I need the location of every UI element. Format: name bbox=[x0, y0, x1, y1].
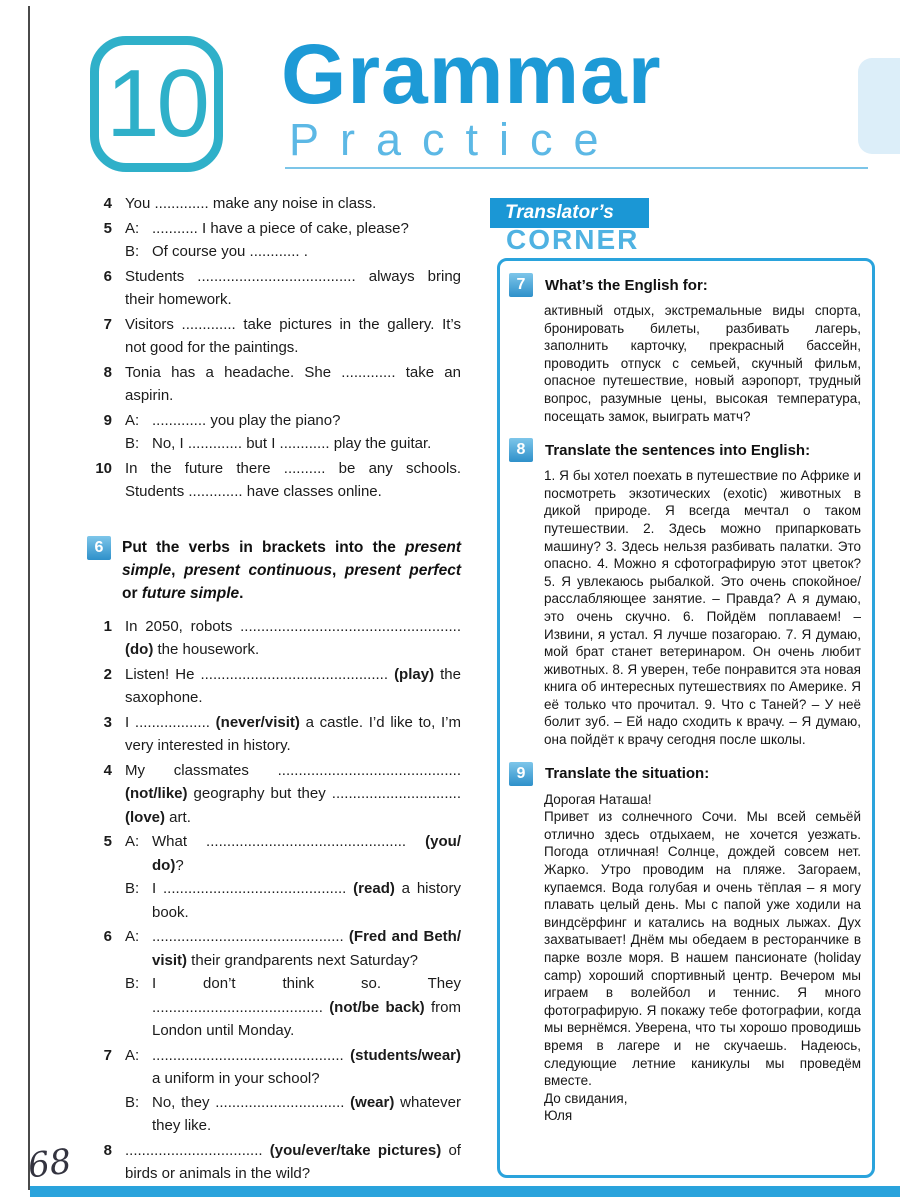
item-body bbox=[125, 361, 461, 408]
left-column bbox=[95, 192, 461, 1187]
exercise6-items bbox=[95, 615, 461, 1186]
exercise-item bbox=[95, 830, 461, 924]
exercise-number-badge: 6 bbox=[87, 536, 111, 560]
item-line bbox=[125, 192, 461, 216]
exercise-heading-row bbox=[509, 762, 861, 786]
item-text bbox=[152, 217, 461, 241]
item-line bbox=[125, 877, 461, 924]
exercise6-instruction bbox=[122, 536, 461, 605]
text-segment: from London until Monday. bbox=[152, 998, 462, 1039]
text-segment: of birds or animals in the wild? bbox=[125, 1141, 461, 1182]
exercise-item bbox=[95, 313, 461, 360]
exercise-item bbox=[95, 1044, 461, 1138]
item-line bbox=[125, 432, 461, 456]
text-segment: .............................................. bbox=[152, 1046, 351, 1064]
text-segment: (never/visit) bbox=[215, 713, 300, 731]
item-number: 4 bbox=[103, 195, 112, 212]
item-body bbox=[125, 663, 461, 710]
speaker-label: A: bbox=[125, 833, 140, 850]
item-text bbox=[125, 192, 461, 216]
item-body bbox=[125, 711, 461, 758]
text-segment: (you/ do) bbox=[152, 833, 461, 874]
text-segment: , bbox=[331, 561, 345, 579]
speaker-label: B: bbox=[125, 1093, 140, 1111]
unit-number-badge bbox=[90, 36, 223, 172]
corner-exercise-8 bbox=[509, 438, 861, 749]
text-segment: their grandparents next Saturday? bbox=[187, 951, 418, 969]
text-segment: .............................................. bbox=[152, 928, 349, 945]
item-line bbox=[125, 457, 461, 504]
item-number: 4 bbox=[103, 761, 112, 779]
text-segment: (read) bbox=[353, 880, 395, 897]
text-segment: No, I ............. but I ............ play the guitar. bbox=[152, 435, 432, 452]
speaker-label: B: bbox=[125, 975, 140, 992]
item-number: 8 bbox=[103, 363, 112, 381]
text-segment: I ............................................ bbox=[152, 880, 354, 897]
text-segment: a castle. I’d like to, I’m very interested in history. bbox=[125, 713, 461, 754]
item-text bbox=[125, 759, 461, 830]
speaker-label: B: bbox=[125, 435, 140, 452]
text-segment: or bbox=[122, 584, 142, 602]
unit-number: 10 bbox=[106, 50, 207, 157]
text-segment: I .................. bbox=[125, 713, 216, 731]
item-body bbox=[125, 1139, 461, 1186]
exercise-number-badge: 9 bbox=[509, 762, 533, 786]
item-text bbox=[125, 457, 461, 504]
text-segment: Visitors ............. take pictures in the gallery. It’s not good for the paintings. bbox=[125, 315, 461, 356]
item-text bbox=[152, 1091, 461, 1138]
item-line bbox=[125, 615, 461, 662]
item-text bbox=[125, 663, 461, 710]
text-segment: My classmates ............................................ bbox=[125, 761, 461, 779]
exercise-item bbox=[95, 361, 461, 408]
item-text bbox=[125, 1139, 461, 1186]
text-segment: (wear) bbox=[350, 1093, 395, 1111]
exercise-heading-row bbox=[509, 438, 861, 462]
text-segment: (students/wear) bbox=[350, 1046, 461, 1064]
exercise5-items bbox=[95, 192, 461, 504]
exercise-item bbox=[95, 711, 461, 758]
corner-label: CORNER bbox=[506, 224, 640, 255]
item-body bbox=[125, 217, 461, 264]
item-number: 5 bbox=[103, 219, 112, 237]
text-segment: What ................................................ bbox=[152, 833, 426, 850]
exercise-item bbox=[95, 759, 461, 830]
text-segment: In 2050, robots ..................................................... bbox=[125, 617, 461, 635]
text-segment: You ............. make any noise in class. bbox=[125, 195, 377, 212]
item-body bbox=[125, 830, 461, 924]
item-line bbox=[125, 361, 461, 408]
item-text bbox=[152, 432, 461, 456]
corner-exercise-9 bbox=[509, 762, 861, 1125]
item-text bbox=[152, 877, 461, 924]
exercise-item bbox=[95, 409, 461, 456]
item-number: 7 bbox=[103, 1046, 112, 1064]
text-segment: present simple bbox=[122, 538, 461, 579]
item-line bbox=[125, 972, 461, 1043]
text-segment: Listen! He ............................................. bbox=[125, 665, 395, 683]
bottom-blue-strip bbox=[30, 1186, 900, 1197]
item-line bbox=[125, 1091, 461, 1138]
text-segment: ........... I have a piece of cake, please? bbox=[152, 219, 409, 237]
speaker-label: B: bbox=[125, 880, 140, 897]
speaker-label: A: bbox=[125, 1046, 140, 1064]
exercise-body bbox=[544, 302, 861, 425]
text-segment: present perfect bbox=[344, 561, 461, 579]
speaker-label: B: bbox=[125, 243, 140, 260]
item-body bbox=[125, 925, 461, 1043]
item-line bbox=[125, 663, 461, 710]
item-text bbox=[152, 925, 461, 972]
item-line bbox=[125, 217, 461, 241]
handwritten-page-number: 68 bbox=[25, 1141, 74, 1187]
item-text bbox=[125, 361, 461, 408]
item-line bbox=[125, 711, 461, 758]
text-segment: a history book. bbox=[152, 880, 462, 921]
item-text bbox=[152, 1044, 461, 1091]
item-body bbox=[125, 313, 461, 360]
adjacent-page-bleed bbox=[858, 58, 900, 154]
exercise-body bbox=[544, 791, 861, 1125]
exercise-item bbox=[95, 615, 461, 662]
item-line bbox=[125, 759, 461, 830]
item-line bbox=[125, 240, 461, 264]
text-segment: Put the verbs in brackets into the bbox=[122, 538, 405, 556]
page-edge-line bbox=[28, 6, 30, 1190]
text-segment: future simple bbox=[141, 584, 240, 602]
text-segment: the housework. bbox=[153, 641, 260, 658]
text-segment: (love) bbox=[125, 808, 166, 826]
item-body bbox=[125, 192, 461, 216]
text-segment: ................................. bbox=[125, 1141, 270, 1159]
item-number: 6 bbox=[103, 928, 112, 945]
text-segment: Students ...................................... always bring their homework. bbox=[125, 267, 461, 308]
item-line bbox=[125, 925, 461, 972]
exercise-item bbox=[95, 457, 461, 504]
item-number: 10 bbox=[95, 459, 112, 477]
exercise-number-badge: 7 bbox=[509, 273, 533, 297]
exercise-item bbox=[95, 663, 461, 710]
exercise-paragraph: активный отдых, экстремальные виды спорта, бронировать билеты, разбивать лагерь, заполнить карточку, прекрасный бассейн, проводить отпуск с семьей, скучный фильм, опасное путешествие, новый аэропорт, трудный вопрос, разумные цены, высокая температура, посещать замок, выиграть матч? bbox=[544, 303, 861, 424]
text-segment: Of course you ............ . bbox=[152, 243, 308, 260]
item-text bbox=[125, 615, 461, 662]
text-segment: ............. you play the piano? bbox=[152, 411, 341, 429]
exercise-item bbox=[95, 1139, 461, 1186]
text-segment: present continuous bbox=[183, 561, 332, 579]
text-segment: art. bbox=[165, 808, 191, 826]
item-text bbox=[152, 409, 461, 433]
item-number: 7 bbox=[103, 315, 112, 333]
item-text bbox=[125, 313, 461, 360]
text-segment: (not/be back) bbox=[329, 998, 425, 1016]
item-line bbox=[125, 830, 461, 877]
title-underline bbox=[285, 167, 868, 169]
item-number: 2 bbox=[103, 665, 112, 683]
page-title: Grammar bbox=[281, 27, 662, 121]
text-segment: Tonia has a headache. She ............. take an aspirin. bbox=[125, 363, 461, 404]
page-subtitle: Practice bbox=[289, 114, 620, 165]
exercise-item bbox=[95, 265, 461, 312]
item-number: 6 bbox=[103, 267, 112, 285]
item-body bbox=[125, 615, 461, 662]
translators-corner-box bbox=[497, 258, 875, 1178]
text-segment: No, they ............................... bbox=[152, 1093, 351, 1111]
item-text bbox=[152, 240, 461, 264]
item-number: 1 bbox=[103, 617, 112, 635]
item-line bbox=[125, 1044, 461, 1091]
item-number: 3 bbox=[103, 713, 112, 731]
item-body bbox=[125, 457, 461, 504]
exercise-paragraph: До свидания, bbox=[544, 1090, 628, 1106]
item-text bbox=[125, 265, 461, 312]
exercise-number-badge: 8 bbox=[509, 438, 533, 462]
text-segment: ? bbox=[175, 856, 184, 874]
text-segment: I don’t think so. They ......................................... bbox=[152, 975, 461, 1016]
item-body bbox=[125, 265, 461, 312]
text-segment: . bbox=[239, 584, 244, 602]
exercise-heading-row bbox=[509, 273, 861, 297]
exercise-paragraph: Дорогая Наташа! bbox=[544, 791, 652, 807]
item-text bbox=[125, 711, 461, 758]
text-segment: geography but they ............................... bbox=[187, 785, 461, 802]
exercise6-header bbox=[87, 536, 461, 605]
exercise-heading: Translate the sentences into English: bbox=[545, 441, 811, 459]
exercise-paragraph: Юля bbox=[544, 1108, 573, 1124]
text-segment: (play) bbox=[394, 665, 435, 683]
exercise-heading: Translate the situation: bbox=[545, 765, 710, 783]
item-line bbox=[125, 265, 461, 312]
corner-exercise-7 bbox=[509, 273, 861, 425]
item-number: 8 bbox=[103, 1141, 112, 1159]
speaker-label: A: bbox=[125, 928, 140, 945]
text-segment: a uniform in your school? bbox=[152, 1070, 320, 1087]
exercise-body bbox=[544, 467, 861, 749]
exercise-item bbox=[95, 192, 461, 216]
item-number: 5 bbox=[103, 833, 112, 850]
text-segment: (not/like) bbox=[125, 785, 188, 802]
speaker-label: A: bbox=[125, 411, 140, 429]
item-number: 9 bbox=[103, 411, 112, 429]
exercise-paragraph: 1. Я бы хотел поехать в путешествие по Африке и посмотреть экзотических (exotic) животных в дикой природе. Я всегда мечтал о таком путешествии. 2. Здесь можно припарковать машину? 3. Здесь нельзя разбивать палатки. Это опасно. 4. Можно я сфотографирую этот цветок? 5. Я увлекаюсь рыбалкой. Это очень спокойное/расслабляющее занятие. – Правда? А я думаю, это очень скучно. 6. Пойдём поплаваем! – Извини, я устал. Я лучше позагораю. 7. Я думаю, мой брат станет ветеринаром. Он очень любит животных. 8. Я уверен, тебе понравится эта новая книга об интересных путешествиях по Америке. Я её только что прочитал. 9. Что с Таней? – У неё болит зуб. – Ей надо сходить к врачу. – Я думаю, она пойдёт к врачу сегодня после школы. bbox=[544, 468, 861, 748]
ribbon-label: Translator’s bbox=[505, 202, 614, 223]
item-body bbox=[125, 1044, 461, 1138]
text-segment: the saxophone. bbox=[125, 665, 461, 706]
item-body bbox=[125, 409, 461, 456]
exercise-paragraph: Привет из солнечного Сочи. Мы всей семьёй отлично здесь отдыхаем, не хочется уезжать. Погода отличная! Солнце, дождей совсем нет. Жарко. Утро проводим на пляже. Загораем, купаемся. Вода голубая и очень тёплая – я могу плавать целый день. Мы с папой уже ходили на виндсёрфинг и катались на водных лыжах. Дух захватывает! Днём мы обедаем в ресторанчике в парке возле моря. В нашем пансионате (holiday camp) хороший спортивный центр. Вечером мы играем в волейбол и теннис. Я много фотографирую. Я покажу тебе фотографии, когда мы вернёмся. Уверена, что ты хорошо проводишь время в лагере и не скучаешь. Надеюсь, следующие летние каникулы мы проведём вместе. bbox=[544, 809, 861, 1089]
item-text bbox=[152, 972, 461, 1043]
item-text bbox=[152, 830, 461, 877]
speaker-label: A: bbox=[125, 219, 140, 237]
item-line bbox=[125, 1139, 461, 1186]
item-line bbox=[125, 409, 461, 433]
exercise-heading: What’s the English for: bbox=[545, 276, 708, 294]
text-segment: (you/ever/take pictures) bbox=[269, 1141, 442, 1159]
item-body bbox=[125, 759, 461, 830]
text-segment: , bbox=[171, 561, 184, 579]
text-segment: whatever they like. bbox=[152, 1093, 461, 1134]
text-segment: In the future there .......... be any schools. Students ............. have classes online. bbox=[125, 459, 461, 500]
exercise-item bbox=[95, 925, 461, 1043]
item-line bbox=[125, 313, 461, 360]
text-segment: (Fred and Beth/ visit) bbox=[152, 928, 461, 969]
text-segment: (do) bbox=[125, 641, 154, 658]
exercise-item bbox=[95, 217, 461, 264]
